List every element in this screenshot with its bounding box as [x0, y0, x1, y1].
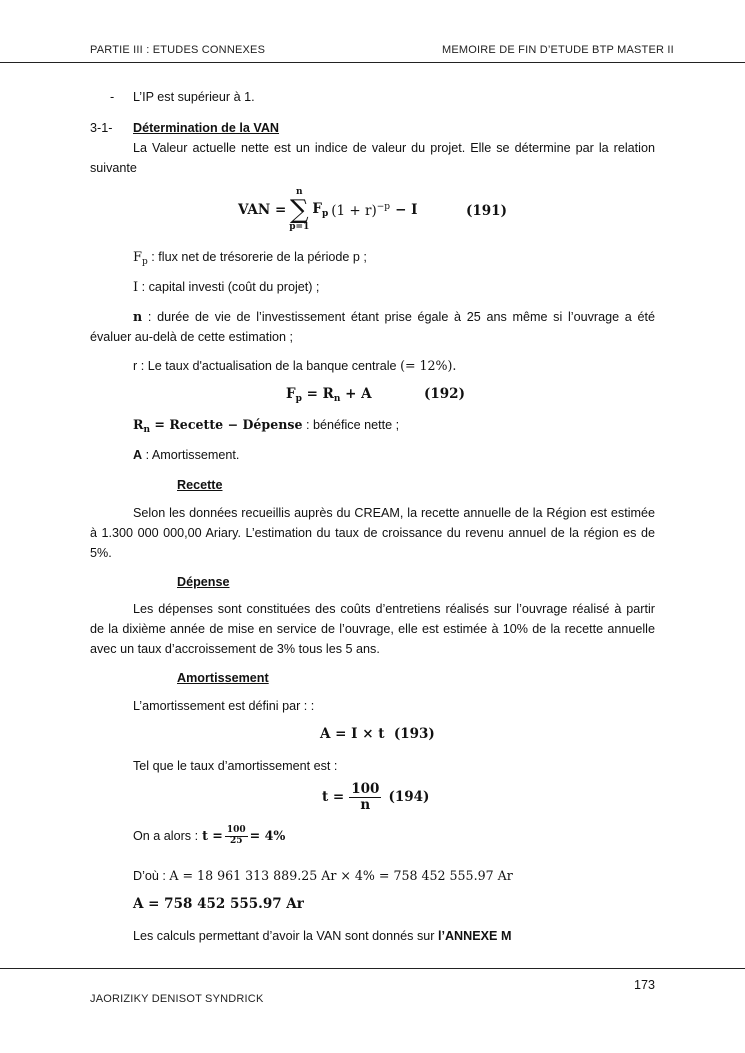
- sigma-icon: ∑: [290, 195, 309, 225]
- rate-intro: Tel que le taux d’amortissement est :: [133, 759, 338, 773]
- eq191-paren: $(1 + r)^{-p}$: [331, 201, 391, 219]
- def-rn: $R_n$ = Recette − Dépense : bénéfice nette ;: [133, 417, 400, 435]
- sum-upper: n: [296, 187, 303, 197]
- footer-author: JAORIZIKY DENISOT SYNDRICK: [90, 993, 264, 1005]
- eq191-term: $F_p$: [312, 201, 329, 219]
- def-i: I : capital investi (coût du projet) ;: [133, 280, 320, 295]
- def-a: A : Amortissement.: [133, 448, 240, 462]
- recette-paragraph: Selon les données recueillis auprès du CREAM, la recette annuelle de la Région est estimée à 1.300 000 000,00 Ariary. L’estimation du taux de croissance du revenu annuel de la région es de 5%.: [90, 506, 655, 560]
- page-number: 173: [634, 978, 656, 992]
- alors-line: On a alors : t = $\frac{100}{25}$ = 4%: [133, 825, 286, 846]
- eq192-number: (192): [424, 386, 465, 402]
- amortissement-result: A = 758 452 555.97 Ar: [133, 896, 304, 912]
- def-n: n : durée de vie de l’investissement étant prise égale à 25 ans même si l’ouvrage a été évaluer au-delà de cette estimation ;: [90, 309, 656, 344]
- section-title: Détermination de la VAN: [133, 121, 280, 135]
- sum-symbol: [289, 188, 309, 232]
- eq191-lhs: VAN =: [238, 202, 287, 218]
- equation-193: A = I × t (193): [320, 726, 435, 742]
- sum-lower: p=1: [289, 222, 310, 232]
- amortissement-intro: L’amortissement est défini par : :: [133, 699, 315, 713]
- dou-line: D’où : A = 18 961 313 889.25 Ar × 4% = 758 452 555.97 Ar: [133, 868, 513, 883]
- equation-191: [238, 188, 417, 232]
- amortissement-title: Amortissement: [177, 671, 269, 685]
- header-left: PARTIE III : ETUDES CONNEXES: [90, 44, 266, 56]
- footer-rule: [0, 968, 745, 969]
- eq191-number: (191): [466, 203, 507, 219]
- bullet-text: L’IP est supérieur à 1.: [133, 90, 255, 104]
- depense-paragraph: Les dépenses sont constituées des coûts d’entretiens réalisés sur l’ouvrage réalisé à partir de la dixième année de mise en service de l’ouvrage, elle est estimée à 10% de la recette annuelle avec un taux d’accroissement de 3% tous les 5 ans.: [90, 602, 655, 656]
- header-rule: [0, 62, 745, 63]
- intro-paragraph: La Valeur actuelle nette est un indice de valeur du projet. Elle se détermine par la relation suivante: [90, 141, 655, 175]
- bullet-dash: -: [110, 90, 115, 104]
- closing-line: Les calculs permettant d’avoir la VAN sont donnés sur l’ANNEXE M: [133, 929, 512, 943]
- def-r: r : Le taux d'actualisation de la banque centrale (= 12%).: [133, 358, 457, 373]
- equation-194: t = $\frac{100}{n}$ (194): [322, 781, 430, 813]
- recette-title: Recette: [177, 478, 223, 492]
- def-fp: $F_p$ : flux net de trésorerie de la période p ;: [133, 250, 367, 267]
- header-right: MEMOIRE DE FIN D’ETUDE BTP MASTER II: [442, 44, 674, 56]
- depense-title: Dépense: [177, 575, 230, 589]
- equation-192: $F_p = R_n + A$: [286, 386, 372, 404]
- section-number: 3-1-: [90, 121, 113, 135]
- eq191-tail: − I: [395, 202, 418, 218]
